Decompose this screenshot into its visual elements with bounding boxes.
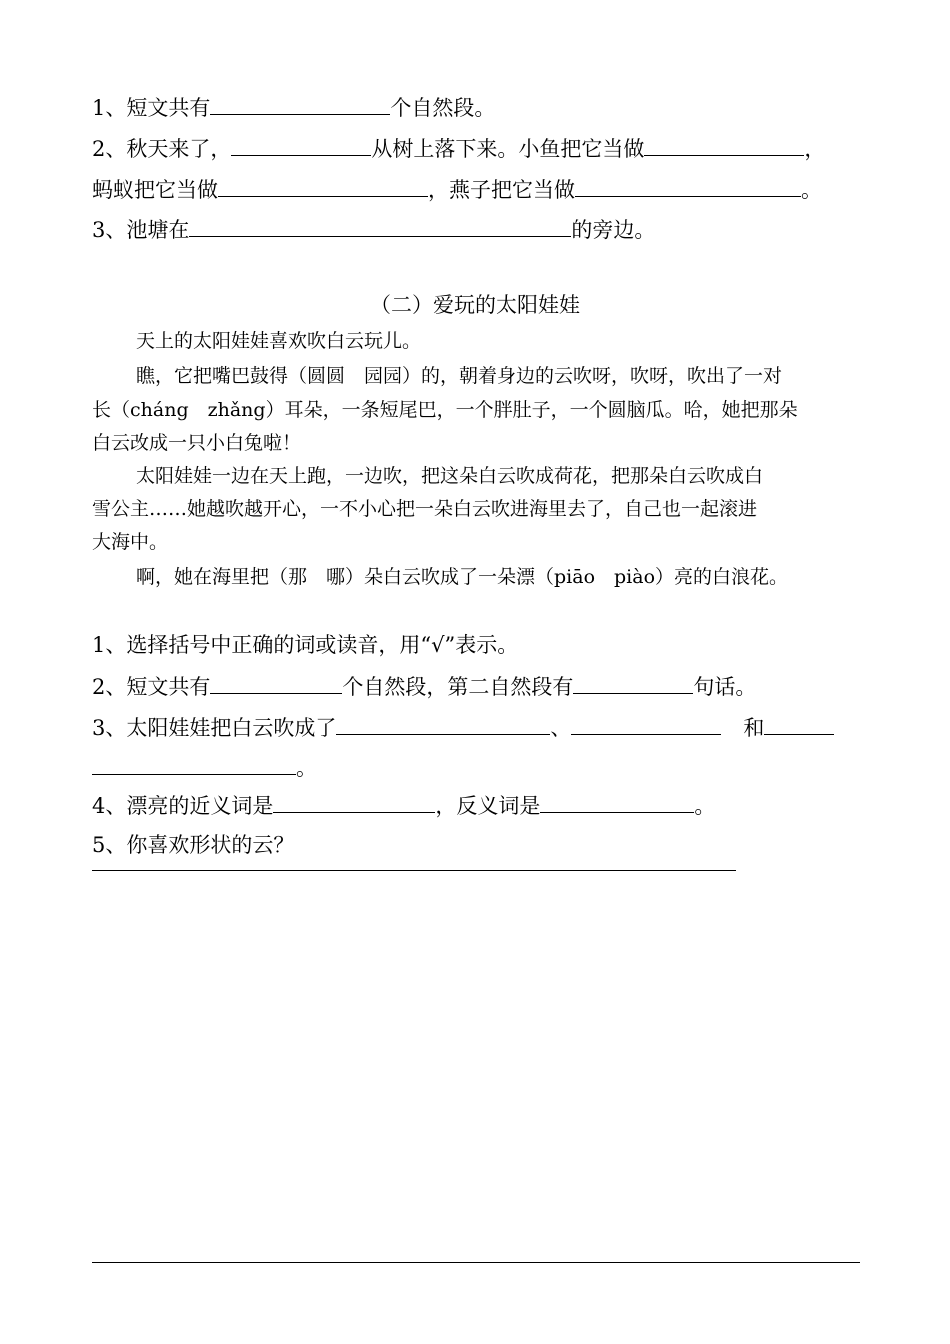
answer-blank[interactable] [218,174,428,197]
question-3-suffix: 的旁边。 [571,218,656,242]
question-1-suffix: 个自然段。 [390,96,496,120]
s2-question-2 [92,671,756,702]
answer-blank[interactable] [336,712,550,735]
answer-blank[interactable] [764,712,834,735]
passage-paragraph-2-line-3: 白云改成一只小白兔啦！ [92,432,302,454]
question-2 [92,133,825,164]
s2-question-4 [92,790,715,821]
s2-question-3-sep2: 和 [743,716,765,740]
question-2-line-2 [92,174,822,205]
answer-blank[interactable] [231,133,371,156]
question-3 [92,214,655,245]
answer-line[interactable] [92,870,736,871]
passage-paragraph-1: 天上的太阳娃娃喜欢吹白云玩儿。 [136,330,422,352]
s2-question-3-continued [92,752,317,783]
answer-blank[interactable] [210,671,342,694]
section-title: （二）爱玩的太阳娃娃 [370,293,580,317]
answer-blank[interactable] [189,214,571,237]
question-2-line2-mid: ，燕子把它当做 [428,178,575,202]
question-1-prefix: 1、短文共有 [92,96,211,120]
passage-paragraph-4: 啊，她在海里把（那 哪）朵白云吹成了一朵漂（piāo piào）亮的白浪花。 [136,566,789,588]
question-2-line2-prefix: 蚂蚁把它当做 [92,178,218,202]
s2-question-2-mid: 个自然段，第二自然段有 [342,675,574,699]
s2-question-4-prefix: 4、漂亮的近义词是 [92,794,274,818]
passage-paragraph-3-line-3: 大海中。 [92,531,169,553]
s2-question-1: 1、选择括号中正确的词或读音，用“√”表示。 [92,633,519,657]
question-2-mid: 从树上落下来。小鱼把它当做 [371,137,645,161]
passage-paragraph-3-line-1: 太阳娃娃一边在天上跑，一边吹，把这朵白云吹成荷花，把那朵白云吹成白 [136,465,764,487]
answer-blank[interactable] [540,790,694,813]
question-1 [92,92,495,123]
s2-question-2-prefix: 2、短文共有 [92,675,211,699]
answer-blank[interactable] [571,712,721,735]
s2-question-5: 5、你喜欢形状的云？ [92,833,295,857]
answer-blank[interactable] [575,174,801,197]
passage-paragraph-2-line-1: 瞧，它把嘴巴鼓得（圆圆 园园）的，朝着身边的云吹呀，吹呀，吹出了一对 [136,365,783,387]
passage-paragraph-2-line-2: 长（cháng zhǎng）耳朵，一条短尾巴，一个胖肚子，一个圆脑瓜。哈，她把那朵 [92,399,798,421]
answer-blank[interactable] [210,92,390,115]
s2-question-3 [92,712,834,743]
s2-question-4-mid: ，反义词是 [435,794,541,818]
question-2-end: ， [804,137,826,161]
question-2-line2-end: 。 [801,178,822,202]
passage-paragraph-3-line-2: 雪公主……她越吹越开心，一不小心把一朵白云吹进海里去了，自己也一起滚进 [92,498,758,520]
s2-question-3-sep1: 、 [550,716,572,740]
answer-blank[interactable] [573,671,693,694]
s2-question-4-suffix: 。 [694,794,716,818]
footer-divider [92,1262,860,1263]
answer-blank[interactable] [644,133,804,156]
question-3-prefix: 3、池塘在 [92,218,190,242]
s2-question-2-suffix: 句话。 [693,675,757,699]
answer-blank[interactable] [273,790,435,813]
answer-blank[interactable] [92,752,296,775]
s2-question-3-prefix: 3、太阳娃娃把白云吹成了 [92,716,337,740]
s2-question-3-end: 。 [296,756,317,780]
question-2-prefix: 2、秋天来了， [92,137,232,161]
